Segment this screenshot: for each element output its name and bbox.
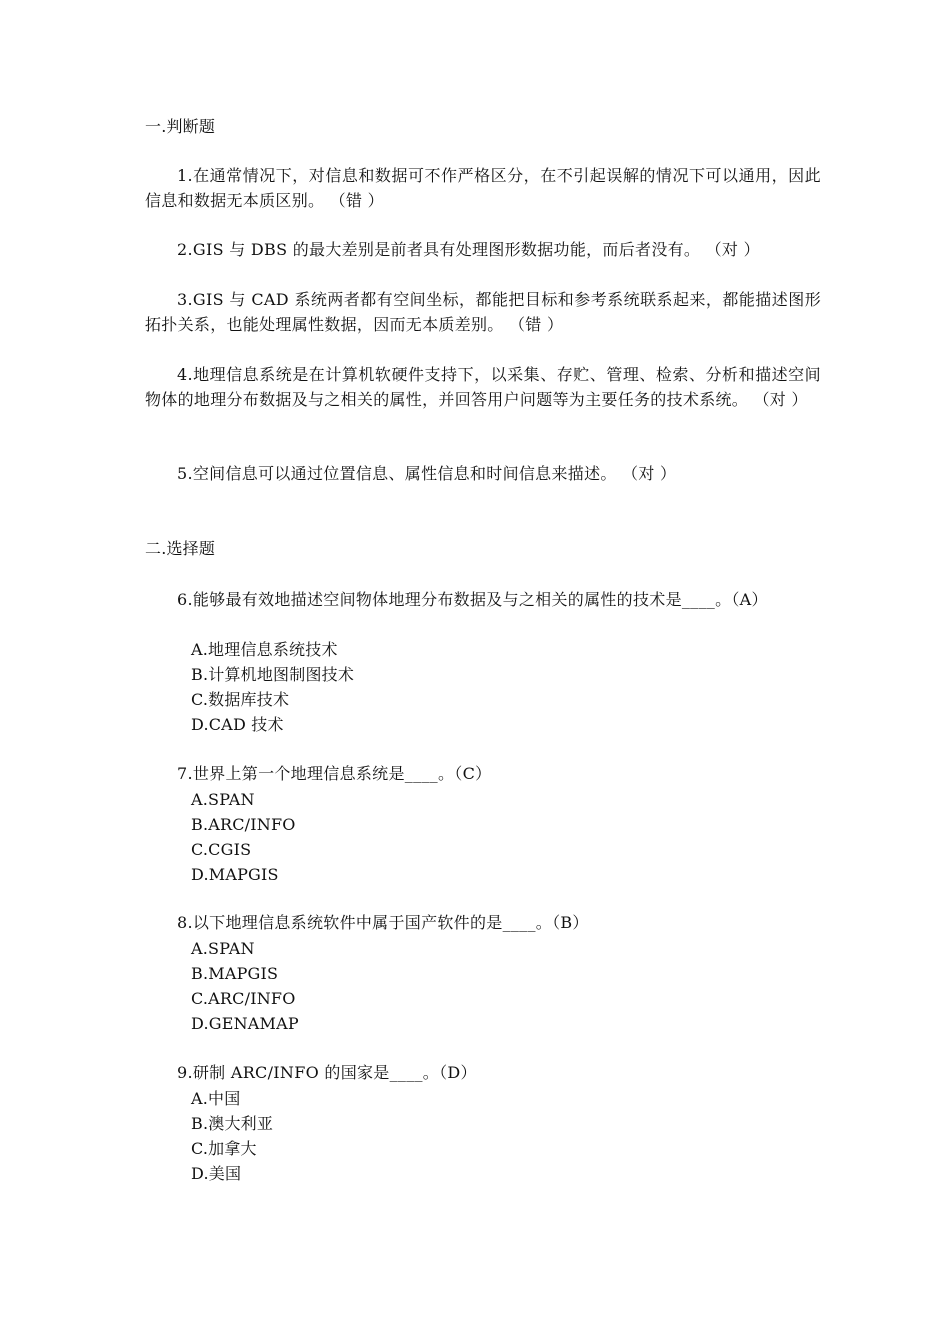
choice-question-8-options — [191, 936, 299, 1036]
option-c: C.加拿大 — [191, 1139, 257, 1158]
option-d: D.GENAMAP — [191, 1014, 299, 1033]
option-a: A.SPAN — [191, 939, 255, 958]
option-a: A.SPAN — [191, 790, 255, 809]
choice-question-8-stem: 8.以下地理信息系统软件中属于国产软件的是____。（B） — [177, 913, 589, 932]
option-b: B.计算机地图制图技术 — [191, 665, 355, 684]
option-b: B.ARC/INFO — [191, 815, 296, 834]
option-d: D.CAD 技术 — [191, 715, 284, 734]
choice-question-7-options — [191, 787, 296, 887]
judgment-item-4: 4.地理信息系统是在计算机软硬件支持下，以采集、存贮、管理、检索、分析和描述空间物体的地理分布数据及与之相关的属性，并回答用户问题等为主要任务的技术系统。 （对 ） — [145, 365, 821, 409]
option-b: B.澳大利亚 — [191, 1114, 274, 1133]
option-b: B.MAPGIS — [191, 964, 279, 983]
choice-question-6-options — [191, 637, 354, 737]
judgment-item-2: 2.GIS 与 DBS 的最大差别是前者具有处理图形数据功能，而后者没有。 （对 ） — [177, 240, 760, 259]
judgment-item-5: 5.空间信息可以通过位置信息、属性信息和时间信息来描述。 （对 ） — [177, 464, 677, 483]
option-a: A.地理信息系统技术 — [191, 640, 338, 659]
section-title-judgment: 一.判断题 — [145, 117, 216, 136]
option-a: A.中国 — [191, 1089, 241, 1108]
section-title-choice: 二.选择题 — [145, 539, 216, 558]
option-c: C.ARC/INFO — [191, 989, 296, 1008]
judgment-item-3: 3.GIS 与 CAD 系统两者都有空间坐标，都能把目标和参考系统联系起来，都能描述图形拓扑关系，也能处理属性数据，因而无本质差别。 （错 ） — [145, 290, 821, 334]
choice-question-9-stem: 9.研制 ARC/INFO 的国家是____。（D） — [177, 1063, 477, 1082]
option-d: D.美国 — [191, 1164, 242, 1183]
choice-question-6-stem: 6.能够最有效地描述空间物体地理分布数据及与之相关的属性的技术是____。（A） — [177, 590, 768, 609]
option-d: D.MAPGIS — [191, 865, 279, 884]
option-c: C.CGIS — [191, 840, 252, 859]
option-c: C.数据库技术 — [191, 690, 290, 709]
judgment-item-1: 1.在通常情况下，对信息和数据可不作严格区分，在不引起误解的情况下可以通用，因此信息和数据无本质区别。 （错 ） — [145, 166, 821, 210]
choice-question-7-stem: 7.世界上第一个地理信息系统是____。（C） — [177, 764, 492, 783]
choice-question-9-options — [191, 1086, 273, 1186]
